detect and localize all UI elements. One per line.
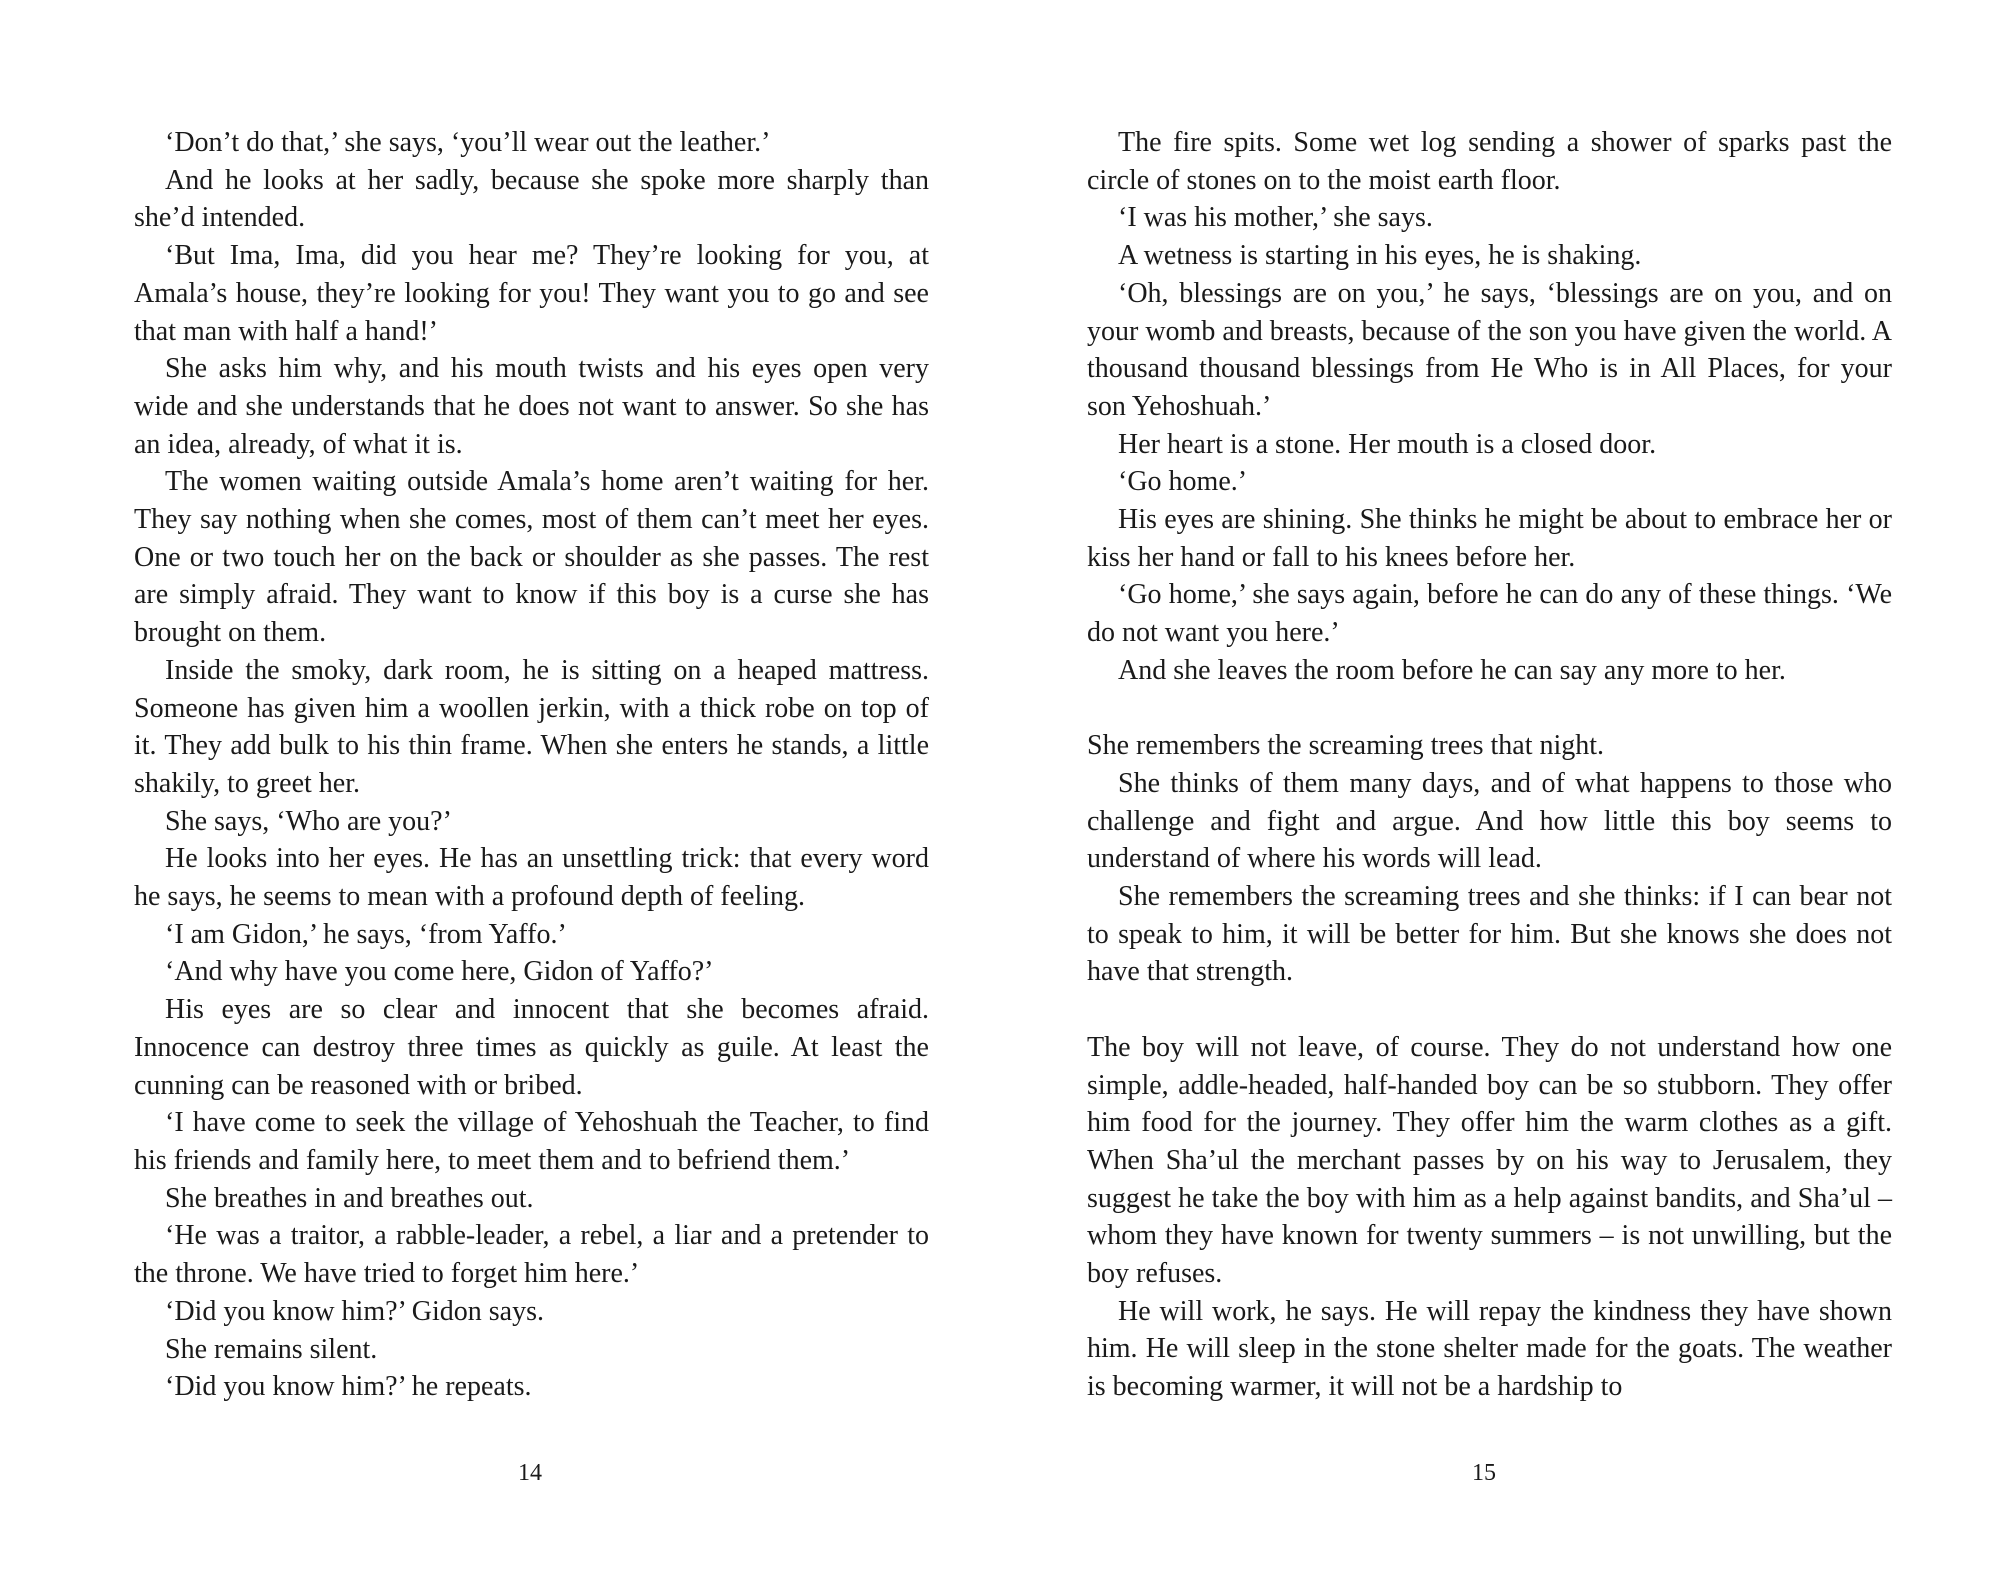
paragraph: ‘Did you know him?’ he repeats. xyxy=(165,1371,532,1403)
paragraph: His eyes are shining. She thinks he might be about to embrace her or kiss her hand or fall to his knees before her. xyxy=(1087,504,1892,573)
left-page-text xyxy=(134,124,929,1406)
paragraph: The fire spits. Some wet log sending a shower of sparks past the circle of stones on to the moist earth floor. xyxy=(1087,127,1892,196)
paragraph: ‘He was a traitor, a rabble-leader, a rebel, a liar and a pretender to the throne. We have tried to forget him here.’ xyxy=(134,1220,929,1290)
paragraph: ‘But Ima, Ima, did you hear me? They’re looking for you, at Amala’s house, they’re looking for you! They want you to go and see that man with half a hand!’ xyxy=(134,240,929,347)
page-number-left: 14 xyxy=(518,1460,542,1486)
paragraph: ‘Did you know him?’ Gidon says. xyxy=(165,1295,544,1327)
paragraph: A wetness is starting in his eyes, he is shaking. xyxy=(1118,240,1642,272)
paragraph: ‘Go home,’ she says again, before he can do any of these things. ‘We do not want you here.’ xyxy=(1087,579,1892,649)
left-page xyxy=(134,124,929,1406)
section-start-paragraph: She remembers the screaming trees that night. xyxy=(1087,730,1605,762)
paragraph: And she leaves the room before he can say any more to her. xyxy=(1118,654,1786,686)
paragraph: ‘Go home.’ xyxy=(1118,466,1248,498)
paragraph: She thinks of them many days, and of what happens to those who challenge and fight and argue. And how little this boy seems to understand of where his words will lead. xyxy=(1087,767,1892,875)
paragraph: ‘I was his mother,’ she says. xyxy=(1118,202,1433,234)
right-page xyxy=(1087,124,1892,1406)
paragraph: He will work, he says. He will repay the kindness they have shown him. He will sleep in the stone shelter made for the goats. The weather is becoming warmer, it will not be a hardship to xyxy=(1087,1295,1892,1403)
paragraph: She says, ‘Who are you?’ xyxy=(165,805,452,837)
paragraph: ‘And why have you come here, Gidon of Yaffo?’ xyxy=(165,956,714,988)
paragraph: The women waiting outside Amala’s home aren’t waiting for her. They say nothing when she comes, most of them can’t meet her eyes. One or two touch her on the back or shoulder as she passes. The rest are simply afraid. They want to know if this boy is a curse she has brought on them. xyxy=(134,466,929,649)
paragraph: ‘I have come to seek the village of Yehoshuah the Teacher, to find his friends and family here, to meet them and to befriend them.’ xyxy=(134,1107,929,1176)
paragraph: ‘Oh, blessings are on you,’ he says, ‘blessings are on you, and on your womb and breasts, because of the son you have given the world. A thousand thousand blessings from He Who is in All Places, for your son Yehoshuah.’ xyxy=(1087,277,1892,422)
paragraph: ‘I am Gidon,’ he says, ‘from Yaffo.’ xyxy=(165,918,567,950)
page-number-right: 15 xyxy=(1472,1460,1496,1486)
paragraph: ‘Don’t do that,’ she says, ‘you’ll wear out the leather.’ xyxy=(165,127,771,158)
paragraph: He looks into her eyes. He has an unsettling trick: that every word he says, he seems to mean with a profound depth of feeling. xyxy=(134,843,929,913)
paragraph: And he looks at her sadly, because she spoke more sharply than she’d intended. xyxy=(134,164,929,234)
paragraph: She remembers the screaming trees and she thinks: if I can bear not to speak to him, it will be better for him. But she knows she does not have that strength. xyxy=(1087,881,1892,988)
paragraph: Her heart is a stone. Her mouth is a closed door. xyxy=(1118,428,1657,460)
paragraph: His eyes are so clear and innocent that she becomes afraid. Innocence can destroy three times as quickly as guile. At least the cunning can be reasoned with or bribed. xyxy=(134,994,929,1101)
right-page-text xyxy=(1087,124,1892,1406)
paragraph: Inside the smoky, dark room, he is sitting on a heaped mattress. Someone has given him a woollen jerkin, with a thick robe on top of it. They add bulk to his thin frame. When she enters he stands, a little shakily, to greet her. xyxy=(134,654,929,799)
paragraph: She asks him why, and his mouth twists and his eyes open very wide and she understands that he does not want to answer. So she has an idea, already, of what it is. xyxy=(134,353,929,460)
paragraph: She remains silent. xyxy=(165,1333,378,1365)
paragraph: She breathes in and breathes out. xyxy=(165,1182,534,1214)
section-start-paragraph: The boy will not leave, of course. They do not understand how one simple, addle-headed, half-handed boy can be so stubborn. They offer him food for the journey. They offer him the warm clothes as a gift. When Sha’ul the merchant passes by on his way to Jerusalem, they suggest he take the boy with him as a help against bandits, and Sha’ul – whom they have known for twenty summers – is not unwilling, but the boy refuses. xyxy=(1087,1031,1892,1290)
